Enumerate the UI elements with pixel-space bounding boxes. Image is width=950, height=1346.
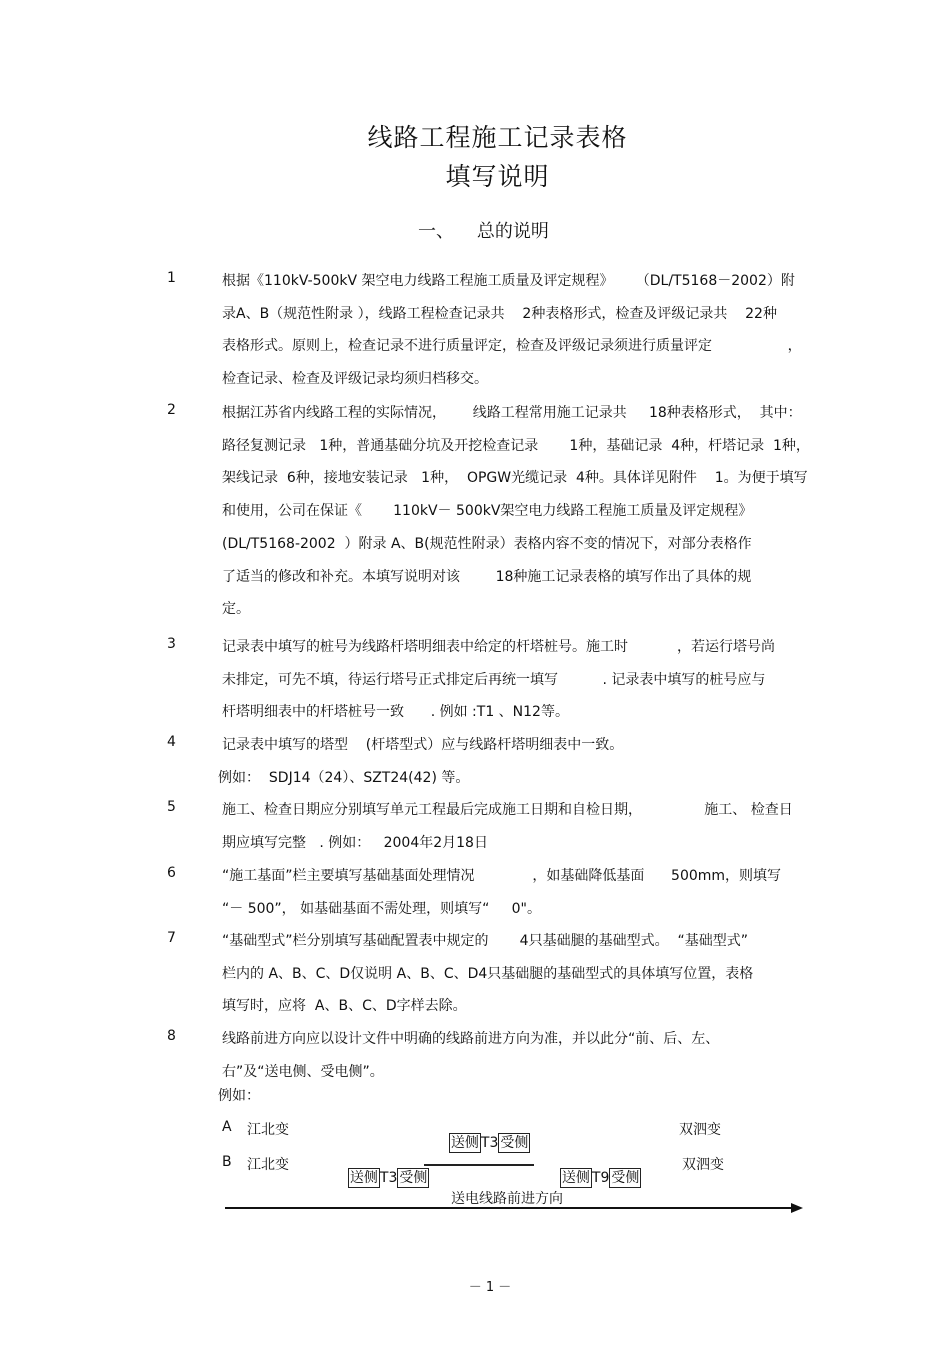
- item-text-line: 根据《110kV-500kV 架空电力线路工程施工质量及评定规程》 （DL/T5168－2002）附: [222, 273, 795, 289]
- item-text-line: 表格形式。原则上，检查记录不进行质量评定，检查及评级记录须进行质量评定 ，: [222, 338, 802, 355]
- item-text-line: 和使用，公司在保证《 110kV－ 500kV架空电力线路工程施工质量及评定规程》: [222, 503, 753, 520]
- item-number: 4: [167, 734, 176, 750]
- example-row-a-tower-group: [440, 1117, 530, 1153]
- item-text-line: “施工基面”栏主要填写基础基面处理情况 ，如基础降低基面 500mm，则填写: [222, 868, 782, 884]
- send-side-box: 送侧: [349, 1170, 378, 1186]
- item-text-line: 根据江苏省内线路工程的实际情况， 线路工程常用施工记录共 18种表格形式， 其中：: [222, 405, 802, 421]
- item-text-line: 栏内的 A、B、C、D仅说明 A、B、C、D4只基础腿的基础型式的具体填写位置，表格: [222, 965, 754, 982]
- item-text-line: 检查记录、检查及评级记录均须归档移交。: [222, 371, 488, 388]
- example-label: 例如：: [218, 1088, 260, 1104]
- item-text-line: 施工、检查日期应分别填写单元工程最后完成施工日期和自检日期， 施工、 检查日: [222, 802, 793, 818]
- example-row-a-to: 双泗变: [679, 1122, 721, 1138]
- item-number: 8: [167, 1028, 176, 1044]
- item-number: 1: [167, 270, 176, 286]
- item-text-line: 未排定，可先不填，待运行塔号正式排定后再统一填写 . 记录表中填写的桩号应与: [222, 671, 766, 688]
- item-text-line: 杆塔明细表中的杆塔桩号一致 . 例如 :T1 、N12等。: [222, 704, 569, 721]
- example-row-b-tower-group-2: [551, 1152, 641, 1188]
- example-row-b-to: 双泗变: [682, 1157, 724, 1173]
- item-number: 5: [167, 799, 176, 815]
- tower-label: T3: [379, 1170, 398, 1186]
- item-text-line: 录A、B（规范性附录 ），线路工程检查记录共 2种表格形式，检查及评级记录共 22种: [222, 305, 777, 322]
- item-text-line: 记录表中填写的塔型 (杆塔型式）应与线路杆塔明细表中一致。: [222, 737, 624, 753]
- item-number: 2: [167, 402, 176, 418]
- receive-side-box: 受侧: [399, 1170, 428, 1186]
- receive-side-box: 受侧: [500, 1135, 529, 1151]
- item-text-line: (DL/T5168-2002 ）附录 A、B(规范性附录）表格内容不变的情况下，对部分表格作: [222, 535, 752, 552]
- item-text-line: “基础型式”栏分别填写基础配置表中规定的 4只基础腿的基础型式。 “基础型式”: [222, 933, 748, 949]
- document-title-line2: 填写说明: [445, 162, 550, 191]
- item-example: 例如： SDJ14（24）、SZT24(42) 等。: [218, 769, 470, 786]
- send-side-box: 送侧: [450, 1135, 479, 1151]
- direction-arrow: [225, 1200, 805, 1216]
- example-row-b-from: 江北变: [247, 1157, 289, 1173]
- page-number: － 1 －: [468, 1280, 512, 1295]
- item-text-line: 线路前进方向应以设计文件中明确的线路前进方向为准，并以此分“前、后、左、: [222, 1031, 720, 1047]
- item-number: 6: [167, 865, 176, 881]
- item-text-line: 期应填写完整 . 例如： 2004年2月18日: [222, 834, 488, 851]
- item-text-line: 填写时，应将 A、B、C、D字样去除。: [222, 998, 467, 1015]
- tower-label: T3: [480, 1135, 499, 1151]
- item-text-line: 架线记录 6种，接地安装记录 1种， OPGW光缆记录 4种。具体详见附件 1。为便于填写: [222, 470, 808, 487]
- item-text-line: 右”及“送电侧、受电侧”。: [222, 1063, 384, 1080]
- example-row-b-letter: B: [222, 1154, 232, 1170]
- section-heading: 一、 总的说明: [418, 221, 549, 242]
- direction-label: 送电线路前进方向: [451, 1191, 563, 1207]
- example-row-a-from: 江北变: [247, 1122, 289, 1138]
- item-number: 7: [167, 930, 176, 946]
- item-text-line: 路径复测记录 1种，普通基础分坑及开挖检查记录 1种，基础记录 4种，杆塔记录 1种，: [222, 437, 810, 454]
- tower-label: T9: [591, 1170, 610, 1186]
- send-side-box: 送侧: [561, 1170, 590, 1186]
- item-text-line: 定。: [222, 601, 250, 618]
- item-text-line: 记录表中填写的桩号为线路杆塔明细表中给定的杆塔桩号。施工时 ，若运行塔号尚: [222, 639, 775, 655]
- item-number: 3: [167, 636, 176, 652]
- example-row-a-letter: A: [222, 1119, 232, 1135]
- item-text-line: “－ 500”， 如基础基面不需处理，则填写“ 0"。: [222, 900, 541, 917]
- example-row-b-tower-group-1: [339, 1152, 429, 1188]
- receive-side-box: 受侧: [611, 1170, 640, 1186]
- document-title-line1: 线路工程施工记录表格: [367, 123, 628, 152]
- item-text-line: 了适当的修改和补充。本填写说明对该 18种施工记录表格的填写作出了具体的规: [222, 568, 752, 585]
- span-line: [424, 1164, 534, 1166]
